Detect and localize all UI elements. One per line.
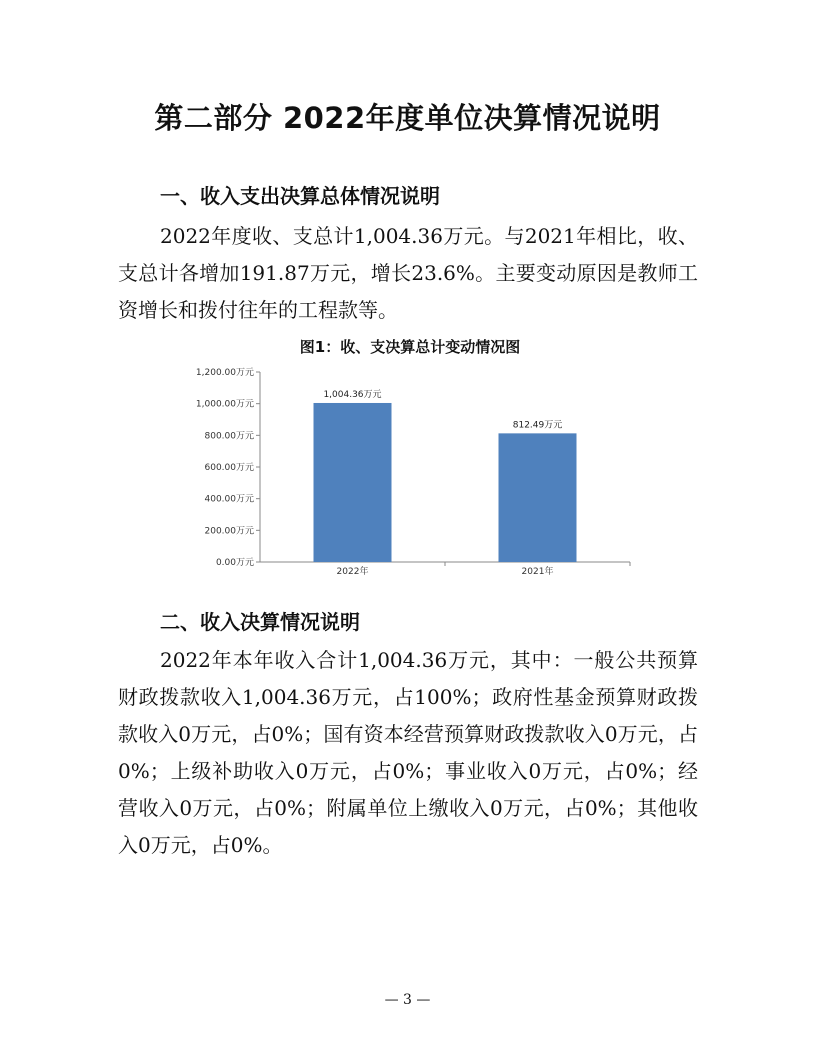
chart-title: 图1：收、支决算总计变动情况图	[299, 338, 521, 356]
data-label: 812.49万元	[512, 420, 563, 431]
y-tick-label: 1,200.00万元	[195, 368, 254, 378]
bar-chart	[180, 360, 640, 576]
section-heading-overall: 一、收入支出决算总体情况说明	[160, 184, 440, 208]
page-title: 第二部分 2022年度单位决算情况说明	[154, 101, 661, 135]
paragraph-overall: 2022年度收、支总计1,004.36万元。与2021年相比，收、支总计各增加191.87万元，增长23.6%。主要变动原因是教师工资增长和拨付往年的工程款等。	[118, 224, 698, 322]
page-number: — 3 —	[384, 992, 431, 1008]
bar-2	[499, 433, 577, 562]
y-tick-label: 600.00万元	[204, 463, 254, 473]
x-tick-label: 2021年	[521, 567, 554, 576]
chart-container	[180, 336, 640, 576]
data-label: 1,004.36万元	[323, 389, 382, 400]
y-tick-label: 400.00万元	[204, 494, 254, 505]
x-tick-label: 2022年	[336, 567, 369, 576]
bar-1	[314, 403, 392, 562]
y-tick-label: 800.00万元	[204, 431, 254, 442]
y-tick-label: 0.00万元	[215, 558, 254, 568]
y-tick-label: 1,000.00万元	[195, 399, 254, 410]
y-tick-label: 200.00万元	[204, 526, 254, 537]
section-heading-income: 二、收入决算情况说明	[160, 610, 360, 634]
paragraph-income: 2022年本年收入合计1,004.36万元，其中：一般公共预算财政拨款收入1,004.36万元，占100%；政府性基金预算财政拨款收入0万元，占0%；国有资本经营预算财政拨款收入0万元，占0%；上级补助收入0万元，占0%；事业收入0万元，占0%；经营收入0万元，占0%；附属单位上缴收入0万元，占0%；其他收入0万元，占0%。	[118, 648, 698, 857]
